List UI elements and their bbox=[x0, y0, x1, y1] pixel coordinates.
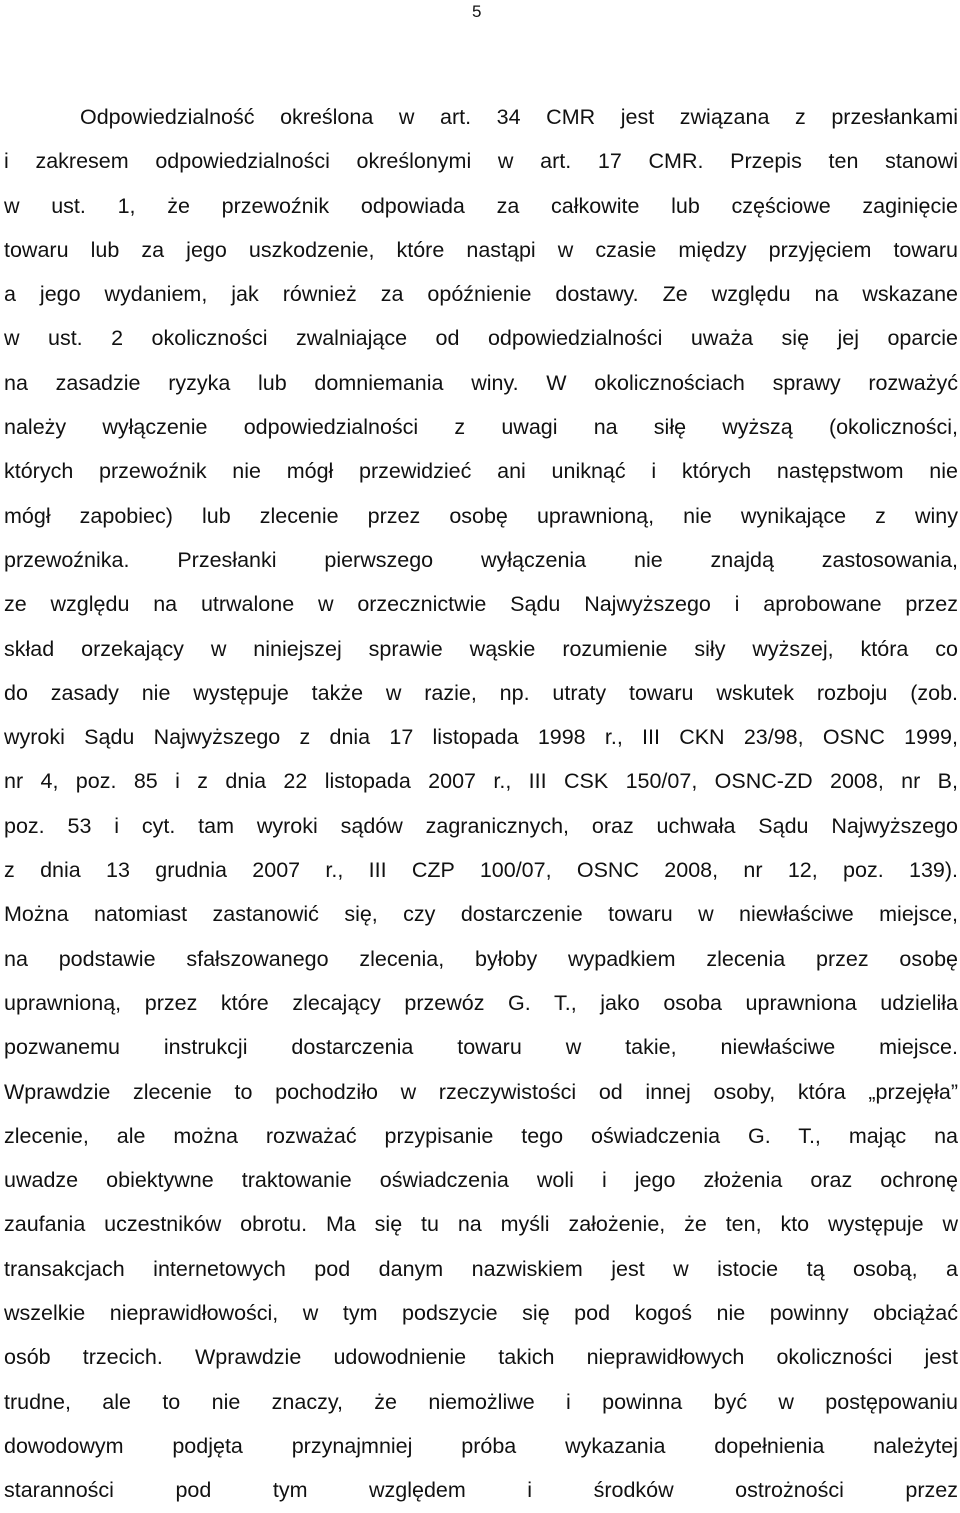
text-line: należy wyłączenie odpowiedzialności z uwagi na siłę wyższą (okoliczności, bbox=[4, 415, 958, 440]
text-line: Odpowiedzialność określona w art. 34 CMR jest związana z przesłankami bbox=[80, 105, 958, 129]
page-number: 5 bbox=[472, 2, 482, 21]
text-line: wszelkie nieprawidłowości, w tym podszycie się pod kogoś nie powinny obciążać bbox=[4, 1301, 958, 1326]
text-line: w ust. 2 okoliczności zwalniające od odpowiedzialności uważa się jej oparcie bbox=[4, 326, 958, 351]
text-line: uprawnioną, przez które zlecający przewóz G. T., jako osoba uprawniona udzieliła bbox=[4, 990, 958, 1015]
body-text bbox=[4, 95, 958, 1513]
text-line: a jego wydaniem, jak również za opóźnienie dostawy. Ze względu na wskazane bbox=[4, 282, 958, 307]
text-line: pozwanemu instrukcji dostarczenia towaru w takie, niewłaściwe miejsce. bbox=[4, 1035, 958, 1060]
text-line: towaru lub za jego uszkodzenie, które nastąpi w czasie między przyjęciem towaru bbox=[4, 237, 958, 262]
text-line: nr 4, poz. 85 i z dnia 22 listopada 2007 r., III CSK 150/07, OSNC-ZD 2008, nr B, bbox=[4, 769, 958, 794]
text-line: osób trzecich. Wprawdzie udowodnienie takich nieprawidłowych okoliczności jest bbox=[4, 1345, 958, 1370]
text-line: uwadze obiektywne traktowanie oświadczenia woli i jego złożenia oraz ochronę bbox=[4, 1168, 958, 1193]
text-line: na podstawie sfałszowanego zlecenia, byłoby wypadkiem zlecenia przez osobę bbox=[4, 946, 958, 971]
text-line: do zasady nie występuje także w razie, np. utraty towaru wskutek rozboju (zob. bbox=[4, 680, 958, 705]
text-line: trudne, ale to nie znaczy, że niemożliwe i powinna być w postępowaniu bbox=[4, 1389, 958, 1414]
text-line: w ust. 1, że przewoźnik odpowiada za całkowite lub częściowe zaginięcie bbox=[4, 193, 958, 218]
text-line: przewoźnika. Przesłanki pierwszego wyłączenia nie znajdą zastosowania, bbox=[4, 547, 958, 572]
text-line: ze względu na utrwalone w orzecznictwie Sądu Najwyższego i aprobowane przez bbox=[4, 592, 958, 617]
text-line: zaufania uczestników obrotu. Ma się tu na myśli założenie, że ten, kto występuje w bbox=[4, 1212, 958, 1237]
text-line: na zasadzie ryzyka lub domniemania winy. W okolicznościach sprawy rozważyć bbox=[4, 370, 958, 395]
text-line: zlecenie, ale można rozważać przypisanie tego oświadczenia G. T., mając na bbox=[4, 1123, 958, 1148]
text-line: transakcjach internetowych pod danym nazwiskiem jest w istocie tą osobą, a bbox=[4, 1256, 958, 1281]
text-line: i zakresem odpowiedzialności określonymi w art. 17 CMR. Przepis ten stanowi bbox=[4, 149, 958, 174]
text-line: poz. 53 i cyt. tam wyroki sądów zagranicznych, oraz uchwała Sądu Najwyższego bbox=[4, 813, 958, 838]
text-line: skład orzekający w niniejszej sprawie wąskie rozumienie siły wyższej, która co bbox=[4, 636, 958, 661]
text-line: staranności pod tym względem i środków ostrożności przez bbox=[4, 1478, 958, 1503]
text-line: wyroki Sądu Najwyższego z dnia 17 listopada 1998 r., III CKN 23/98, OSNC 1999, bbox=[4, 725, 958, 750]
text-line: Można natomiast zastanowić się, czy dostarczenie towaru w niewłaściwe miejsce, bbox=[4, 902, 958, 927]
text-line: Wprawdzie zlecenie to pochodziło w rzeczywistości od innej osoby, która „przejęła” bbox=[4, 1079, 958, 1104]
text-line: mógł zapobiec) lub zlecenie przez osobę uprawnioną, nie wynikające z winy bbox=[4, 503, 958, 528]
text-line: z dnia 13 grudnia 2007 r., III CZP 100/07, OSNC 2008, nr 12, poz. 139). bbox=[4, 858, 958, 883]
text-line: dowodowym podjęta przynajmniej próba wykazania dopełnienia należytej bbox=[4, 1433, 958, 1458]
text-line: których przewoźnik nie mógł przewidzieć ani uniknąć i których następstwom nie bbox=[4, 459, 958, 484]
